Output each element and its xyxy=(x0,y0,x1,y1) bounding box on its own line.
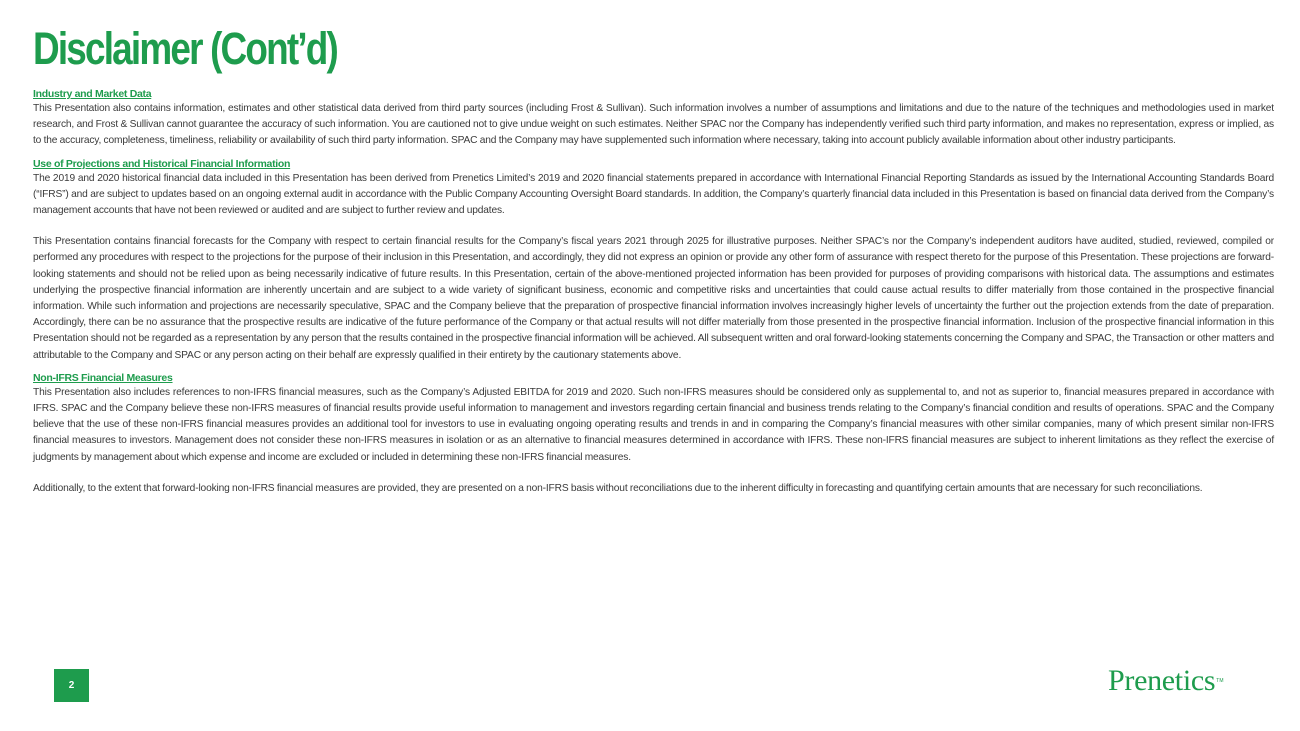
section-heading-industry: Industry and Market Data xyxy=(33,88,152,100)
disclaimer-body xyxy=(33,87,1274,497)
paragraph-projections-historical: The 2019 and 2020 historical financial data included in this Presentation has been derived from Prenetics Limited’s 2019 and 2020 financial statements prepared in accordance with International Financial Reporting Standards as issued by the International Accounting Standards Board (“IFRS”) and are subject to updates based on an ongoing external audit in accordance with the Public Company Accounting Oversight Board standards. In addition, the Company’s quarterly financial data included in this Presentation is based on financial data derived from the Company’s management accounts that have not been reviewed or audited and are subject to further review and updates. xyxy=(33,172,1274,217)
page-title: Disclaimer (Cont’d) xyxy=(33,23,338,74)
paragraph-projections-forecasts: This Presentation contains financial forecasts for the Company with respect to certain financial results for the Company’s fiscal years 2021 through 2025 for illustrative purposes. Neither SPAC’s nor the Company’s independent auditors have audited, studied, reviewed, compiled or performed any procedures with respect to the projections for the purpose of their inclusion in this Presentation, and accordingly, they did not express an opinion or provide any other form of assurance with respect thereto for the purpose of this Presentation. These projections are forward-looking statements and should not be relied upon as being necessarily indicative of future results. In this Presentation, certain of the above-mentioned projected information has been provided for purposes of providing comparisons with historical data. The assumptions and estimates underlying the prospective financial information are inherently uncertain and are subject to a wide variety of significant business, economic and competitive risks and uncertainties that could cause actual results to differ materially from those contained in the prospective financial information. While such information and projections are necessarily speculative, SPAC and the Company believe that the preparation of prospective financial information involves increasingly higher levels of uncertainty the further out the projection extends from the date of preparation. Accordingly, there can be no assurance that the prospective results are indicative of the future performance of the Company or that actual results will not differ materially from those presented in the prospective financial information. Inclusion of the prospective financial information in this Presentation should not be regarded as a representation by any person that the results contained in the prospective financial information will be achieved. All subsequent written and oral forward-looking statements concerning the Company and SPAC, the Transaction or other matters and attributable to the Company and SPAC or any person acting on their behalf are expressly qualified in their entirety by the cautionary statements above. xyxy=(33,236,1274,361)
page-number-badge: 2 xyxy=(54,669,89,702)
logo-trademark: TM xyxy=(1216,678,1224,684)
section-heading-projections: Use of Projections and Historical Financial Information xyxy=(33,157,291,170)
paragraph-non-ifrs-measures: This Presentation also includes references to non-IFRS financial measures, such as the Company’s Adjusted EBITDA for 2019 and 2020. Such non-IFRS measures should be considered only as supplemental to, and not as superior to, financial measures prepared in accordance with IFRS. SPAC and the Company believe these non-IFRS measures of financial results provide useful information to management and investors regarding certain financial and business trends relating to the Company’s financial condition and results of operations. SPAC and the Company believe that the use of these non-IFRS financial measures provides an additional tool for investors to use in evaluating ongoing operating results and trends in and in comparing the Company’s financial measures with other similar companies, many of which present similar non-IFRS financial measures to investors. Management does not consider these non-IFRS measures in isolation or as an alternative to financial measures determined in accordance with IFRS. These non-IFRS financial measures are subject to inherent limitations as they reflect the exercise of judgments by management about which expense and income are excluded or included in determining these non-IFRS financial measures. xyxy=(33,386,1274,463)
section-heading-non-ifrs: Non-IFRS Financial Measures xyxy=(33,371,173,384)
paragraph-non-ifrs-forward-looking: Additionally, to the extent that forward-looking non-IFRS financial measures are provided, they are presented on a non-IFRS basis without reconciliations due to the inherent difficulty in forecasting and quantifying certain amounts that are necessary for such reconciliations. xyxy=(33,482,1203,494)
prenetics-logo xyxy=(1108,664,1224,697)
paragraph-industry: This Presentation also contains information, estimates and other statistical data derived from third party sources (including Frost & Sullivan). Such information involves a number of assumptions and limitations and due to the nature of the techniques and methodologies used in market research, and Frost & Sullivan cannot guarantee the accuracy of such information. You are cautioned not to give undue weight on such estimates. Neither SPAC nor the Company has independently verified such third party information, and makes no representation, express or implied, as to the accuracy, completeness, timeliness, reliability or availability of such third party information. SPAC and the Company may have supplemented such information where necessary, taking into account publicly available information about other industry participants. xyxy=(33,103,1274,147)
logo-wordmark: Prenetics xyxy=(1108,664,1216,697)
